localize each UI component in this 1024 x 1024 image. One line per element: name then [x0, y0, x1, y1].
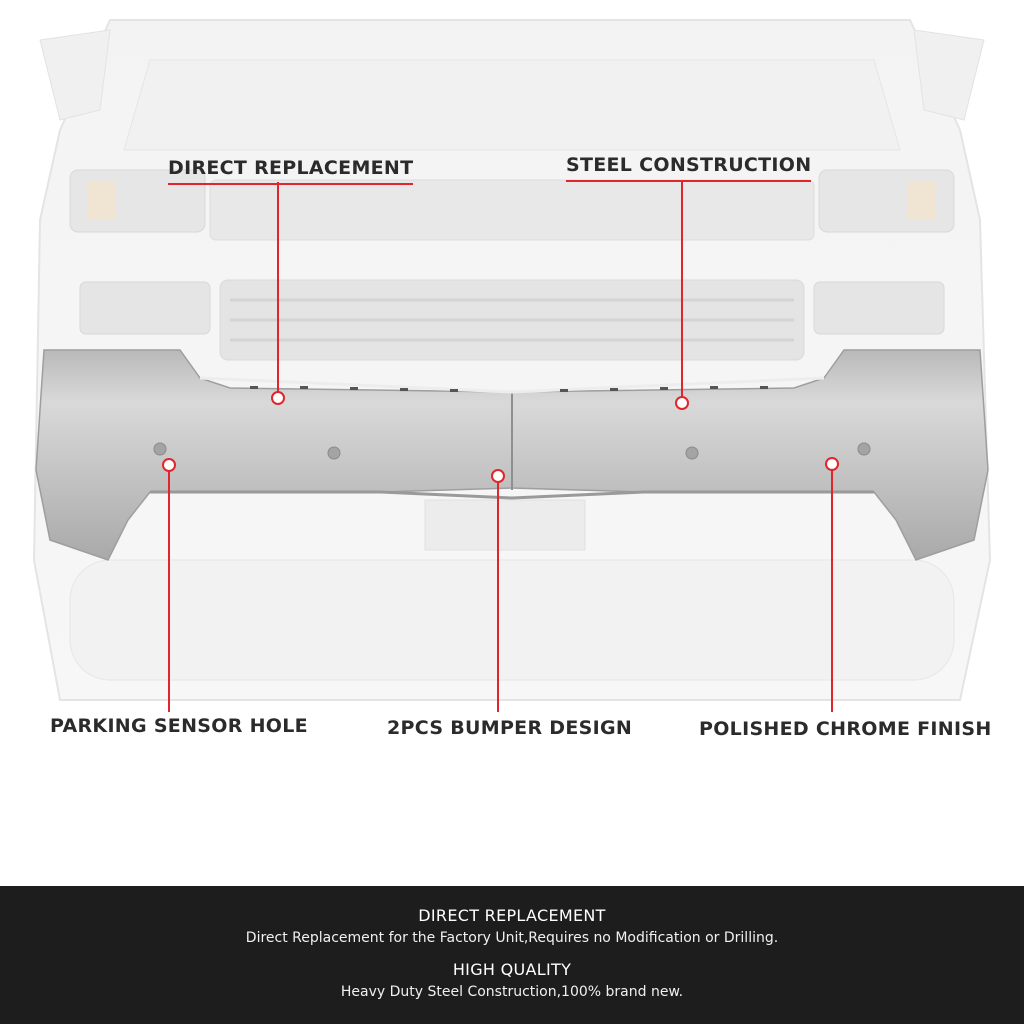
- feature-title-direct-replacement: DIRECT REPLACEMENT: [418, 906, 606, 925]
- callout-label: POLISHED CHROME FINISH: [699, 718, 992, 740]
- marker-direct-replacement: [272, 392, 284, 404]
- marker-parking-sensor: [163, 459, 175, 471]
- marker-chrome-finish: [826, 458, 838, 470]
- callout-parking-sensor-hole: [50, 715, 308, 737]
- callout-direct-replacement: [168, 157, 413, 179]
- callout-2pcs-bumper-design: [387, 717, 632, 739]
- feature-title-high-quality: HIGH QUALITY: [452, 960, 572, 979]
- feature-desc-direct-replacement: Direct Replacement for the Factory Unit,Requires no Modification or Drilling.: [245, 930, 779, 946]
- feature-footer: [0, 886, 1024, 1024]
- callout-underline: [168, 183, 413, 185]
- callout-underline: [566, 180, 811, 182]
- marker-steel-construction: [676, 397, 688, 409]
- marker-2pcs-design: [492, 470, 504, 482]
- callout-label: DIRECT REPLACEMENT: [168, 157, 414, 179]
- callout-label: 2PCS BUMPER DESIGN: [387, 717, 633, 739]
- callout-label: PARKING SENSOR HOLE: [50, 715, 308, 737]
- feature-desc-high-quality: Heavy Duty Steel Construction,100% brand new.: [340, 984, 684, 1000]
- callout-polished-chrome-finish: [699, 718, 992, 740]
- callout-steel-construction: [566, 154, 811, 176]
- callout-label: STEEL CONSTRUCTION: [566, 154, 812, 176]
